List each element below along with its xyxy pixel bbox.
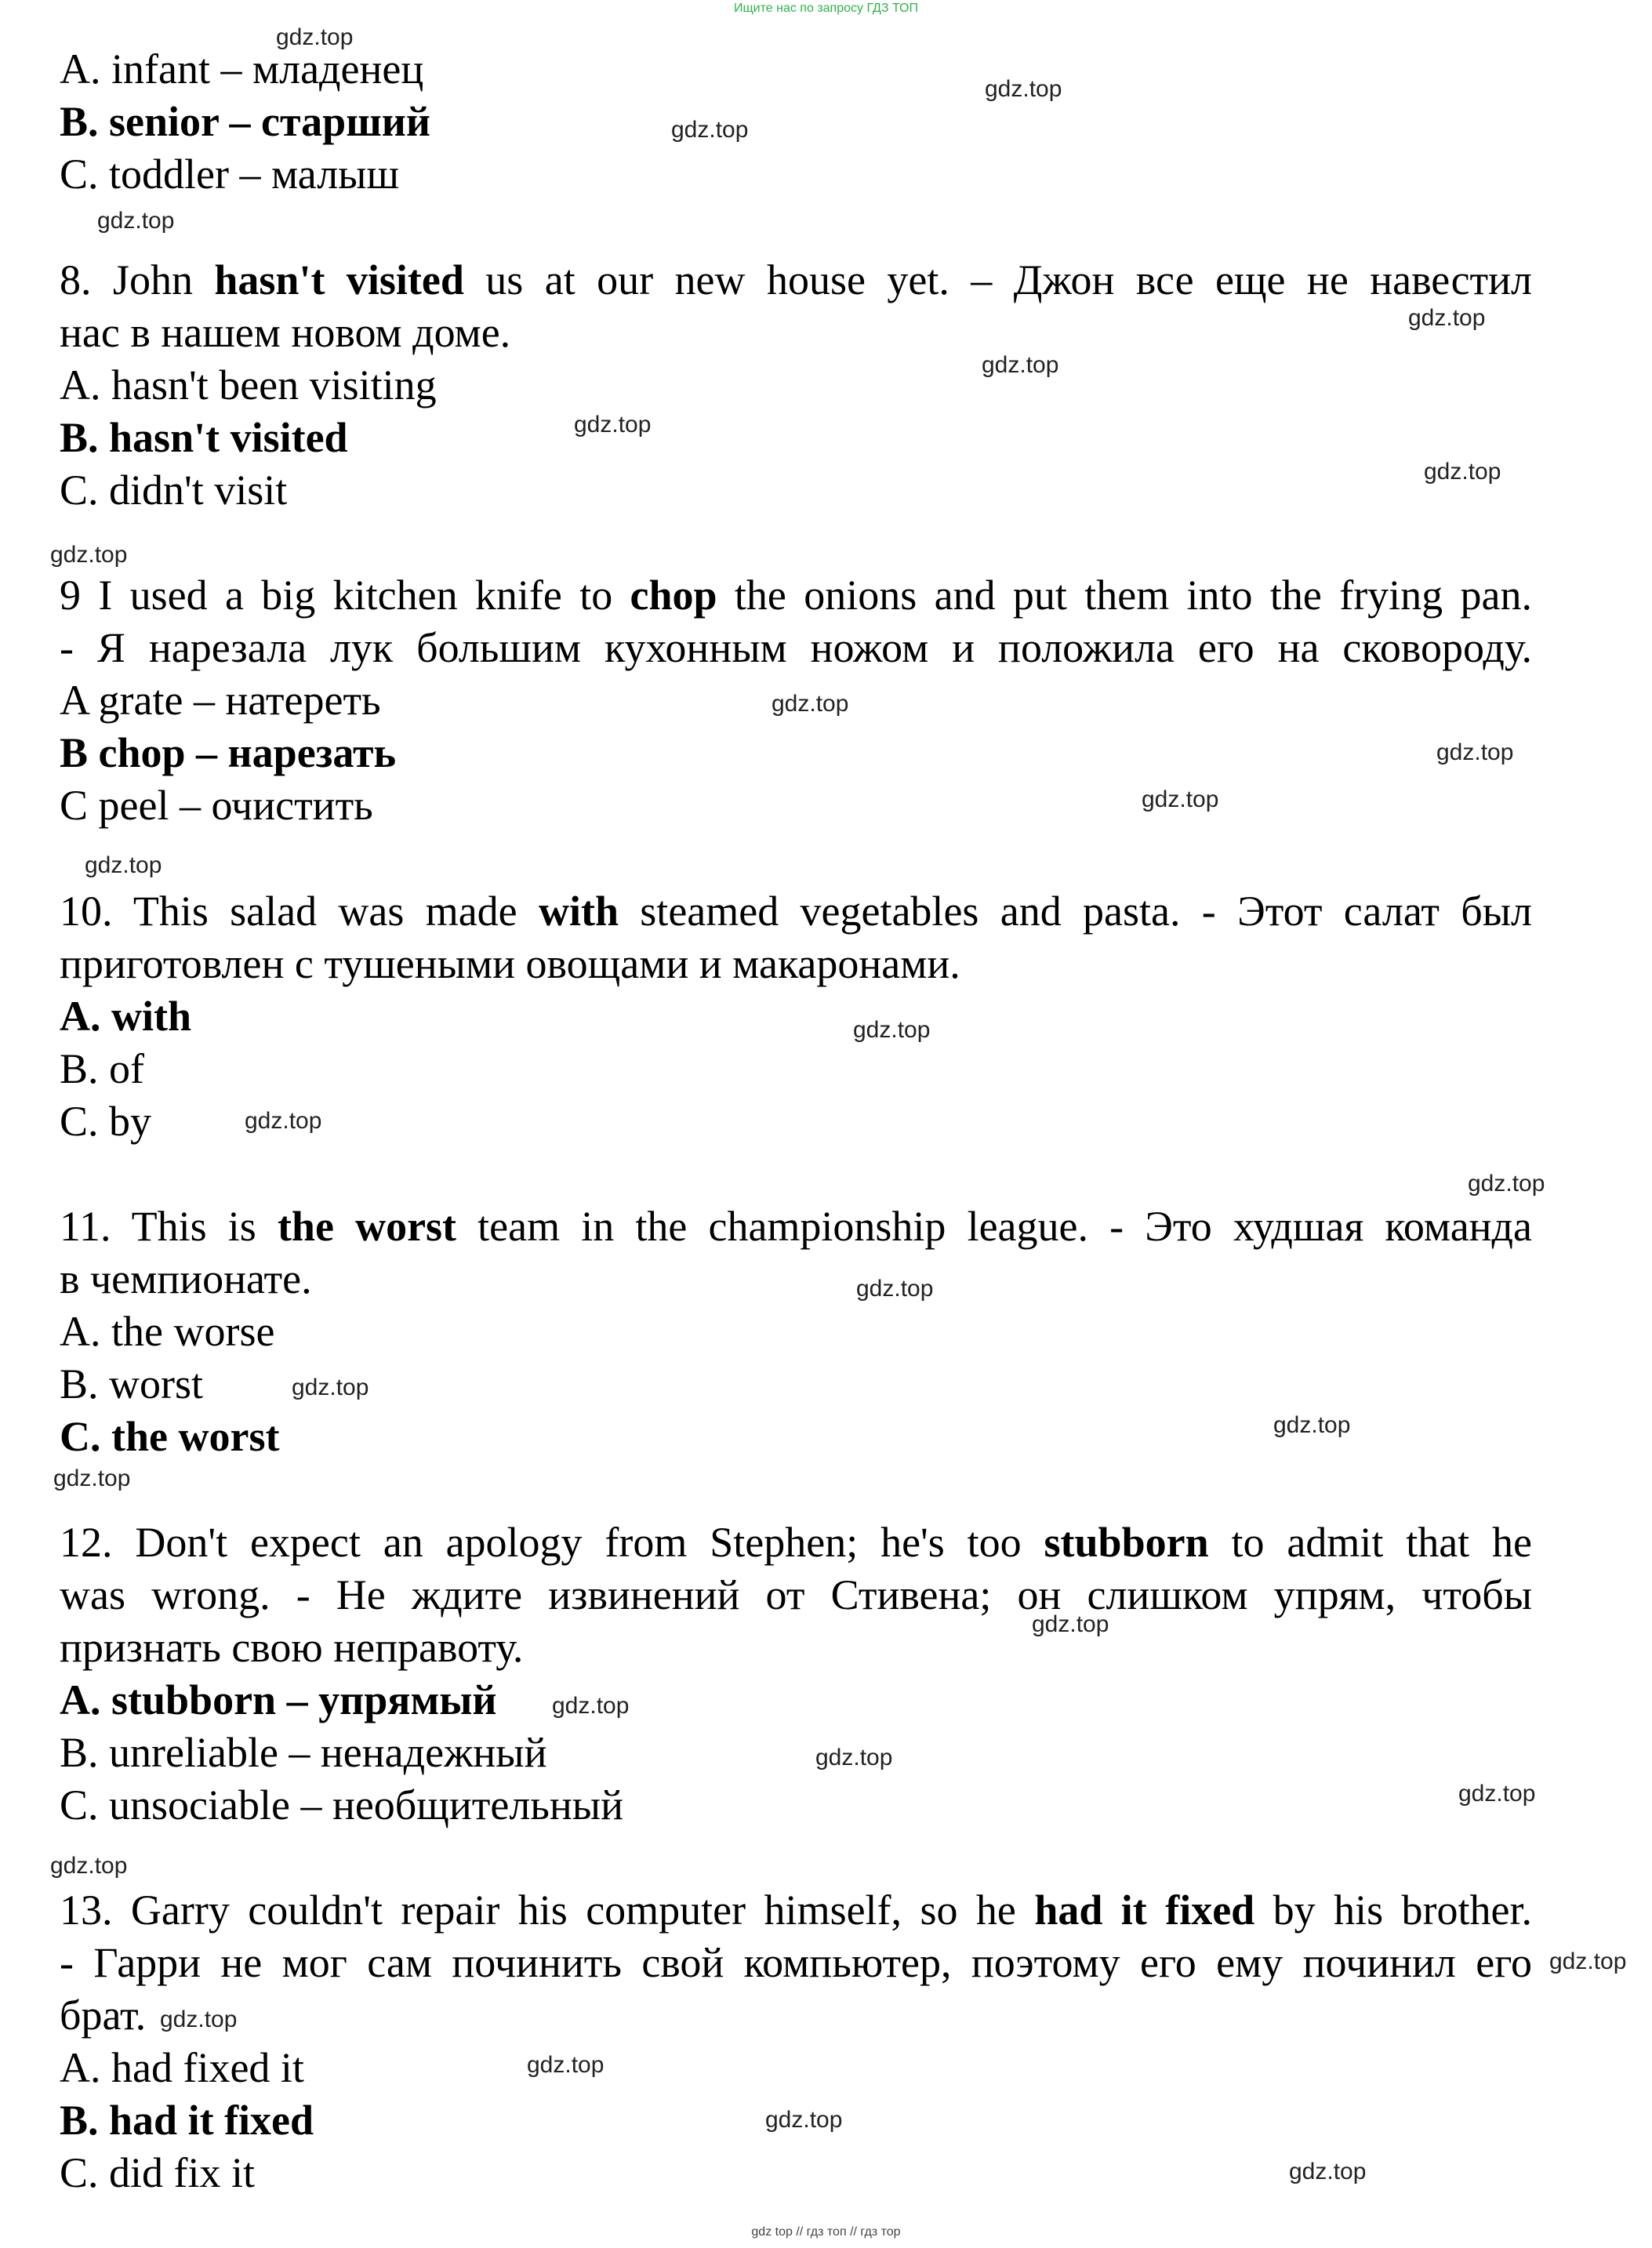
watermark: gdz.top: [1436, 739, 1514, 765]
q7-option-b-text: B. senior – старший: [60, 98, 431, 145]
q13-keyword: had it fixed: [1034, 1887, 1255, 1934]
q9-option-b-answer: [60, 728, 396, 778]
q13-text-start: 13. Garry couldn't repair his computer himself, so he: [60, 1887, 1035, 1934]
watermark: gdz.top: [97, 208, 175, 234]
q10-option-a-text: A. with: [60, 993, 192, 1040]
q8-sentence-line-1: [60, 255, 1532, 305]
watermark: gdz.top: [1289, 2159, 1367, 2184]
q12-text-end: to admit that he: [1208, 1519, 1533, 1566]
q12-sentence-line-2: was wrong. - Не ждите извинений от Стивена; он слишком упрям, чтобы: [60, 1571, 1532, 1618]
q10-sentence-line-2: приготовлен с тушеными овощами и макаронами.: [60, 940, 960, 987]
watermark: gdz.top: [160, 2006, 238, 2032]
q11-text-end: team in the championship league. - Это худшая команда: [456, 1203, 1532, 1250]
q12-keyword: stubborn: [1044, 1519, 1209, 1566]
q12-sentence-line-1: [60, 1517, 1532, 1567]
q8-option-c: C. didn't visit: [60, 467, 288, 514]
q8-option-a: A. hasn't been visiting: [60, 361, 437, 409]
watermark: gdz.top: [1408, 305, 1486, 331]
watermark: gdz.top: [856, 1276, 934, 1302]
q9-text-end: the onions and put them into the frying pan.: [717, 572, 1532, 619]
watermark: gdz.top: [1424, 459, 1501, 485]
watermark: gdz.top: [853, 1017, 931, 1043]
watermark: gdz.top: [50, 542, 128, 568]
q8-text-end: us at our new house yet. – Джон все еще не навестил: [463, 256, 1533, 303]
q12-text-start: 12. Don't expect an apology from Stephen; he's too: [60, 1519, 1044, 1566]
q12-sentence-line-3: признать свою неправоту.: [60, 1624, 524, 1671]
q9-text-start: 9 I used a big kitchen knife to: [60, 572, 630, 619]
q13-option-b-text: B. had it fixed: [60, 2097, 314, 2144]
watermark: gdz.top: [1273, 1412, 1351, 1438]
watermark: gdz.top: [671, 117, 749, 143]
q13-option-b-answer: [60, 2095, 314, 2145]
q10-keyword: with: [538, 888, 619, 935]
watermark: gdz.top: [292, 1375, 369, 1400]
q11-option-b: B. worst: [60, 1360, 204, 1407]
q10-text-end: steamed vegetables and pasta. - Этот салат был: [618, 888, 1533, 935]
watermark: gdz.top: [985, 76, 1062, 102]
q12-option-c: C. unsociable – необщительный: [60, 1781, 623, 1829]
q11-option-c-answer: [60, 1411, 279, 1462]
q9-option-c: C peel – очистить: [60, 782, 373, 829]
q10-option-a-answer: [60, 991, 191, 1041]
q13-option-c: C. did fix it: [60, 2149, 256, 2196]
q8-keyword: hasn't visited: [214, 256, 464, 303]
q9-sentence-line-2: - Я нарезала лук большим кухонным ножом и положила его на сковороду.: [60, 624, 1532, 671]
watermark: gdz.top: [1032, 1611, 1109, 1637]
q7-option-c: C. toddler – малыш: [60, 151, 400, 198]
q10-option-b: B. of: [60, 1045, 144, 1092]
bottom-banner: gdz top // гдз топ // гдз тор: [751, 2225, 901, 2239]
q8-option-b-answer: [60, 412, 348, 463]
q8-text-start: 8. John: [60, 256, 215, 303]
q13-sentence-line-3: брат.: [60, 1992, 147, 2039]
q8-sentence-line-2: нас в нашем новом доме.: [60, 309, 511, 356]
watermark: gdz.top: [552, 1693, 630, 1719]
q10-option-c: C. by: [60, 1098, 152, 1145]
watermark: gdz.top: [1142, 786, 1219, 812]
watermark: gdz.top: [85, 852, 162, 878]
top-banner: Ищите нас по запросу ГДЗ ТОП: [734, 2, 918, 15]
watermark: gdz.top: [1468, 1171, 1545, 1197]
q13-sentence-line-2: - Гарри не мог сам починить свой компьютер, поэтому его ему починил его: [60, 1939, 1532, 1986]
watermark: gdz.top: [50, 1853, 128, 1879]
watermark: gdz.top: [527, 2052, 605, 2078]
q13-option-a: A. had fixed it: [60, 2044, 304, 2091]
q9-option-a: A grate – натереть: [60, 677, 381, 724]
q11-sentence-line-2: в чемпионате.: [60, 1255, 312, 1302]
q13-sentence-line-1: [60, 1885, 1532, 1935]
q9-keyword: chop: [630, 572, 717, 619]
watermark: gdz.top: [1549, 1948, 1627, 1974]
watermark: gdz.top: [574, 412, 652, 438]
watermark: gdz.top: [815, 1745, 893, 1770]
watermark: gdz.top: [772, 691, 849, 717]
q11-text-start: 11. This is: [60, 1203, 278, 1250]
q13-text-end: by his brother.: [1254, 1887, 1532, 1934]
q10-text-start: 10. This salad was made: [60, 888, 539, 935]
q11-option-a: A. the worse: [60, 1308, 275, 1355]
watermark: gdz.top: [1458, 1781, 1536, 1807]
watermark: gdz.top: [765, 2107, 843, 2133]
watermark: gdz.top: [53, 1465, 131, 1491]
q11-sentence-line-1: [60, 1201, 1532, 1251]
q11-option-c-text: C. the worst: [60, 1413, 280, 1460]
q11-keyword: the worst: [277, 1203, 457, 1250]
watermark: gdz.top: [245, 1108, 322, 1134]
q12-option-a-answer: [60, 1675, 497, 1725]
q9-option-b-text: B chop – нарезать: [60, 729, 397, 776]
q12-option-b: B. unreliable – ненадежный: [60, 1729, 547, 1776]
q10-sentence-line-1: [60, 886, 1532, 936]
q9-sentence-line-1: [60, 570, 1532, 620]
watermark: gdz.top: [982, 352, 1059, 378]
q12-option-a-text: A. stubborn – упрямый: [60, 1676, 497, 1723]
q7-option-a: A. infant – младенец: [60, 45, 424, 93]
watermark: gdz.top: [276, 24, 354, 50]
q8-option-b-text: B. hasn't visited: [60, 414, 348, 461]
q7-option-b-answer: [60, 96, 430, 147]
